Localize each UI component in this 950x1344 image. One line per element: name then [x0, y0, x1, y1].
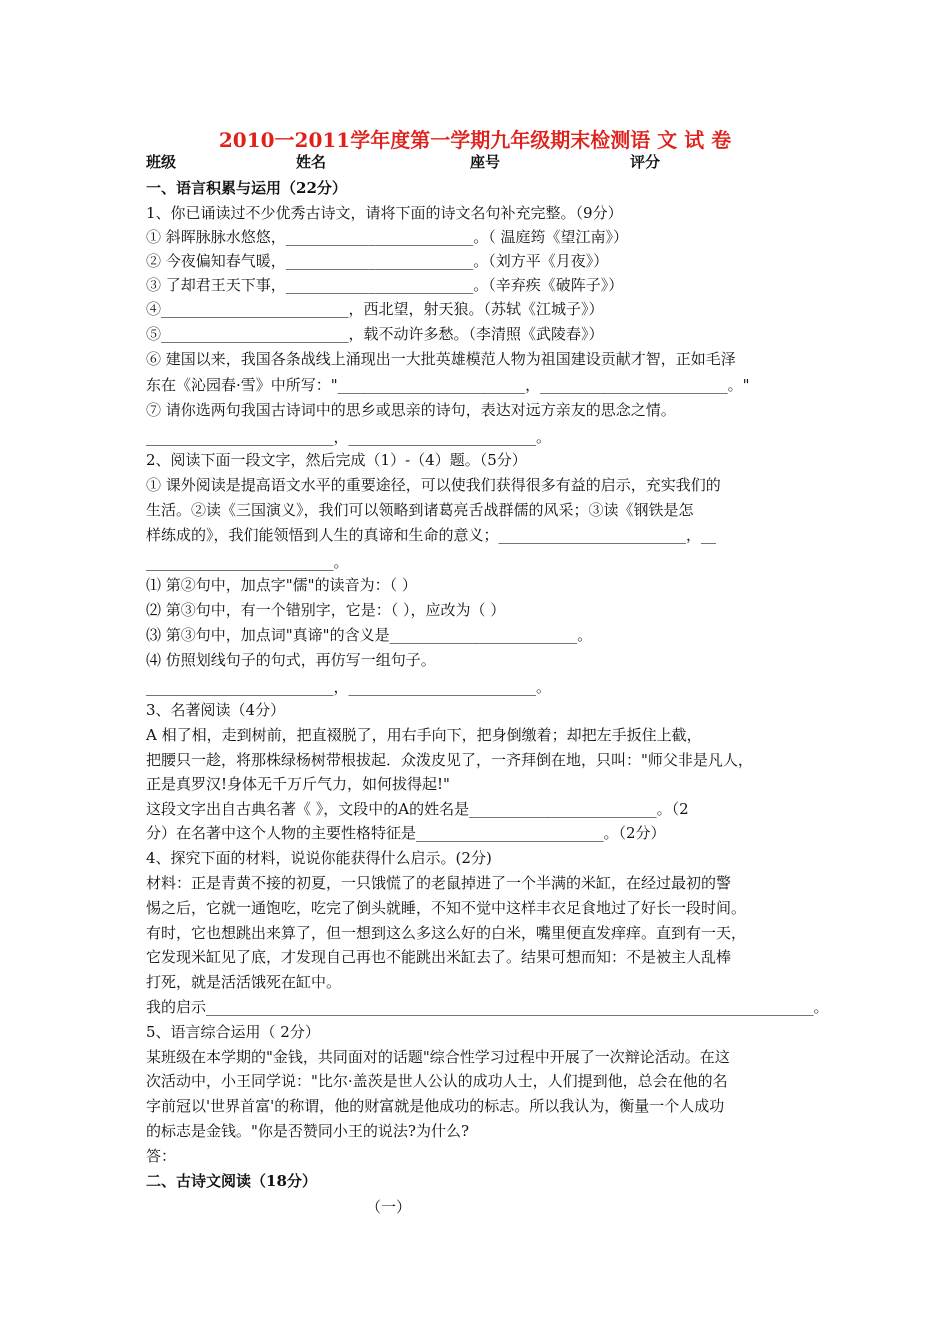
section-2-heading: 二、古诗文阅读（18分）	[146, 1172, 317, 1190]
question-line: ⑵ 第③句中，有一个错别字，它是：（ ），应改为（ ）	[146, 601, 506, 619]
score-label: 评分	[630, 153, 661, 171]
name-label: 姓名	[296, 153, 327, 171]
question-line: 3、名著阅读（4分）	[146, 701, 286, 719]
student-info-header	[0, 151, 950, 173]
question-line: 分）在名著中这个人物的主要性格特征是_________________________。（2分）	[146, 824, 666, 842]
passage-line: 样练成的》，我们能领悟到人生的真谛和生命的意义；_________________________，__	[146, 526, 717, 544]
seat-label: 座号	[470, 153, 501, 171]
question-line: 2、阅读下面一段文字，然后完成（1）-（4）题。（5分）	[146, 451, 527, 469]
passage-line: 生活。②读《三国演义》，我们可以领略到诸葛亮舌战群儒的风采；③读《钢铁是怎	[146, 501, 694, 519]
material-line: 材料：正是青黄不接的初夏，一只饿慌了的老鼠掉进了一个半满的米缸，在经过最初的警	[146, 874, 732, 892]
question-line: ② 今夜偏知春气暖，_________________________。（刘方平《月夜》）	[146, 252, 609, 270]
material-line: 惕之后，它就一通饱吃，吃完了倒头就睡，不知不觉中这样丰衣足食地过了好长一段时间。	[146, 899, 747, 917]
question-line: ⑥ 建国以来，我国各条战线上涌现出一大批英雄模范人物为祖国建设贡献才智，正如毛泽	[146, 350, 736, 368]
passage-line: 正是真罗汉!身体无千万斤气力，如何拔得起!"	[146, 775, 450, 793]
question-line: ⑤_________________________，载不动许多愁。（李清照《武陵春》）	[146, 325, 604, 343]
question-line: 东在《沁园春·雪》中所写："_________________________，_________________________。"	[146, 376, 750, 394]
question-line: ⑦ 请你选两句我国古诗词中的思乡或思亲的诗句，表达对远方亲友的思念之情。	[146, 401, 676, 419]
question-line: ③ 了却君王天下事，_________________________。（辛弃疾《破阵子》）	[146, 276, 624, 294]
material-line: 某班级在本学期的"金钱，共同面对的话题"综合性学习过程中开展了一次辩论活动。在这	[146, 1048, 730, 1066]
class-label: 班级	[146, 153, 177, 171]
material-line: 它发现米缸见了底，才发现自己再也不能跳出米缸去了。结果可想而知：不是被主人乱棒	[146, 948, 732, 966]
question-line: 5、语言综合运用（ 2分）	[146, 1023, 320, 1041]
material-line: 有时，它也想跳出来算了，但一想到这么多这么好的白米，嘴里便直发痒痒。直到有一天，	[146, 924, 747, 942]
subsection-label: （一）	[366, 1198, 412, 1216]
material-line: 的标志是金钱。"你是否赞同小王的说法?为什么?	[146, 1122, 469, 1140]
passage-line: _________________________。	[146, 553, 349, 571]
question-line: 这段文字出自古典名著《 》，文段中的A的姓名是_________________________。（2	[146, 800, 689, 818]
question-line: _________________________，_________________________。	[146, 678, 552, 696]
material-line: 次活动中，小王同学说："比尔·盖茨是世人公认的成功人士，人们提到他，总会在他的名	[146, 1072, 728, 1090]
passage-line: ① 课外阅读是提高语文水平的重要途径，可以使我们获得很多有益的启示，充实我们的	[146, 476, 721, 494]
question-line: ④_________________________，西北望，射天狼。（苏轼《江城子》）	[146, 300, 604, 318]
section-1-heading: 一、语言积累与运用（22分）	[146, 179, 347, 197]
answer-line: 我的启示_________________________________________________________________________________。	[146, 998, 829, 1016]
answer-label: 答：	[146, 1147, 177, 1165]
exam-title: 2010一2011学年度第一学期九年级期末检测语 文 试 卷	[218, 128, 732, 152]
passage-line: A 相了相，走到树前，把直裰脱了，用右手向下，把身倒缴着；却把左手扳住上截，	[146, 726, 702, 744]
question-line: ⑴ 第②句中，加点字"儒"的读音为：（ ）	[146, 576, 417, 594]
question-line: 1、你已诵读过不少优秀古诗文，请将下面的诗文名句补充完整。（9分）	[146, 204, 623, 222]
question-line: ⑶ 第③句中，加点词"真谛"的含义是_________________________。	[146, 626, 593, 644]
passage-line: 把腰只一趁，将那株绿杨树带根拔起．众泼皮见了，一齐拜倒在地，只叫："师父非是凡人，	[146, 751, 753, 769]
material-line: 字前冠以'世界首富'的称谓，他的财富就是他成功的标志。所以我认为，衡量一个人成功	[146, 1097, 725, 1115]
question-line: 4、探究下面的材料，说说你能获得什么启示。(2分)	[146, 849, 492, 867]
question-line: ① 斜晖脉脉水悠悠，_________________________。（ 温庭筠《望江南》）	[146, 228, 629, 246]
question-line: _________________________，_________________________。	[146, 428, 552, 446]
question-line: ⑷ 仿照划线句子的句式，再仿写一组句子。	[146, 651, 436, 669]
material-line: 打死，就是活活饿死在缸中。	[146, 973, 342, 991]
